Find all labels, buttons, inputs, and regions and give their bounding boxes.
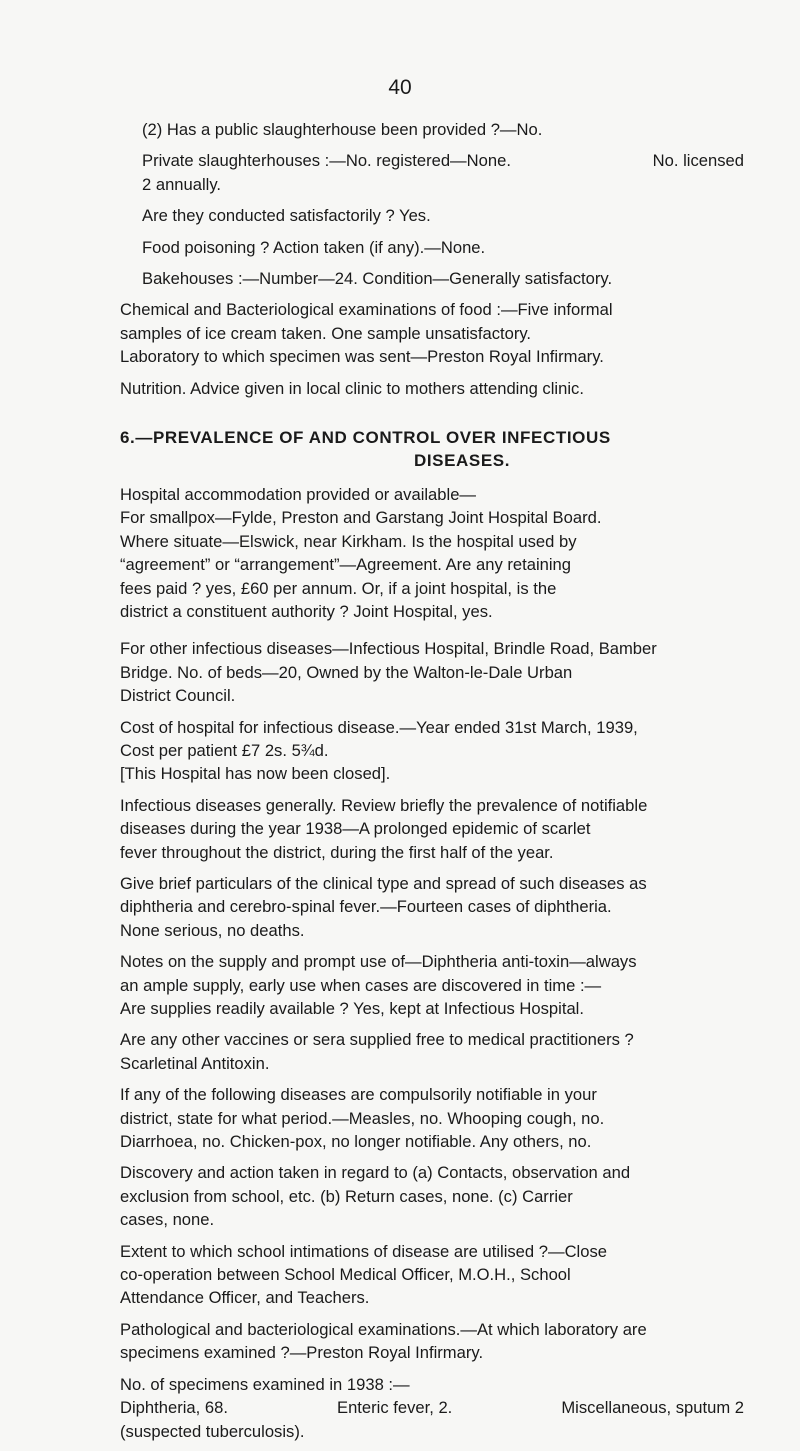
document-body (120, 118, 744, 1451)
nutrition: Nutrition. Advice given in local clinic to mothers attending clinic. (120, 378, 584, 398)
infectious-diseases-generally: Infectious diseases generally. Review briefly the prevalence of notifiable diseases during the year 1938—A prolonged epidemic of scarlet fever throughout the district, during the first half of the year. (120, 795, 648, 862)
clinical-particulars: Give brief particulars of the clinical type and spread of such diseases as diphtheria and cerebro-spinal fever.—Fourteen cases of diphtheria. None serious, no deaths. (120, 873, 647, 940)
private-slaughterhouses: Private slaughterhouses :—No. registered—None. No. licensed 2 annually. (142, 151, 744, 194)
page-number: 40 (388, 76, 412, 99)
vaccines-sera: Are any other vaccines or sera supplied free to medical practitioners ? Scarletinal Antitoxin. (120, 1030, 634, 1073)
food-poisoning: Food poisoning ? Action taken (if any).—None. (142, 237, 486, 257)
bakehouses: Bakehouses :—Number—24. Condition—Generally satisfactory. (142, 269, 613, 289)
specimens-examined: No. of specimens examined in 1938 :— Diphtheria, 68. Enteric fever, 2. Miscellaneous, sputum 2 (suspected tuberculosis). (120, 1374, 744, 1441)
hospital-cost: Cost of hospital for infectious disease.—Year ended 31st March, 1939, Cost per patient £7 2s. 5¾d. [This Hospital has now been closed]. (120, 717, 638, 784)
conducted-satisfactorily: Are they conducted satisfactorily ? Yes. (142, 206, 431, 226)
other-infectious-diseases: For other infectious diseases—Infectious Hospital, Brindle Road, Bamber Bridge. No. of beds—20, Owned by the Walton-le-Dale Urban District Council. (120, 639, 657, 706)
pathological-examinations: Pathological and bacteriological examinations.—At which laboratory are specimens examined ?—Preston Royal Infirmary. (120, 1319, 647, 1363)
hospital-accommodation: Hospital accommodation provided or available— For smallpox—Fylde, Preston and Garstang Joint Hospital Board. Where situate—Elswick, near Kirkham. Is the hospital used by “agreement” or “arrangement”—Agreement. Are any retaining fees paid ? yes, £60 per annum. Or, if a joint hospital, is the district a constituent authority ? Joint Hospital, yes. (120, 484, 602, 621)
chemical-examinations: Chemical and Bacteriological examinations of food :—Five informal samples of ice cream taken. One sample unsatisfactory. Laboratory to which specimen was sent—Preston Royal Infirmary. (120, 300, 613, 367)
discovery-and-action: Discovery and action taken in regard to (a) Contacts, observation and exclusion from school, etc. (b) Return cases, none. (c) Carrier cases, none. (120, 1163, 631, 1230)
slaughterhouse-question: (2) Has a public slaughterhouse been provided ?—No. (142, 120, 543, 139)
antitoxin-notes: Notes on the supply and prompt use of—Diphtheria anti-toxin—always an ample supply, early use when cases are discovered in time :— Are supplies readily available ? Yes, kept at Infectious Hospital. (120, 952, 637, 1018)
compulsorily-notifiable: If any of the following diseases are compulsorily notifiable in your district, state for what period.—Measles, no. Whooping cough, no. Diarrhoea, no. Chicken-pox, no longer notifiable. Any others, no. (120, 1085, 605, 1152)
school-intimations: Extent to which school intimations of disease are utilised ?—Close co-operation between School Medical Officer, M.O.H., School Attendance Officer, and Teachers. (120, 1241, 607, 1308)
section-heading: 6.—PREVALENCE OF AND CONTROL OVER INFECTIOUS DISEASES. (120, 428, 611, 471)
